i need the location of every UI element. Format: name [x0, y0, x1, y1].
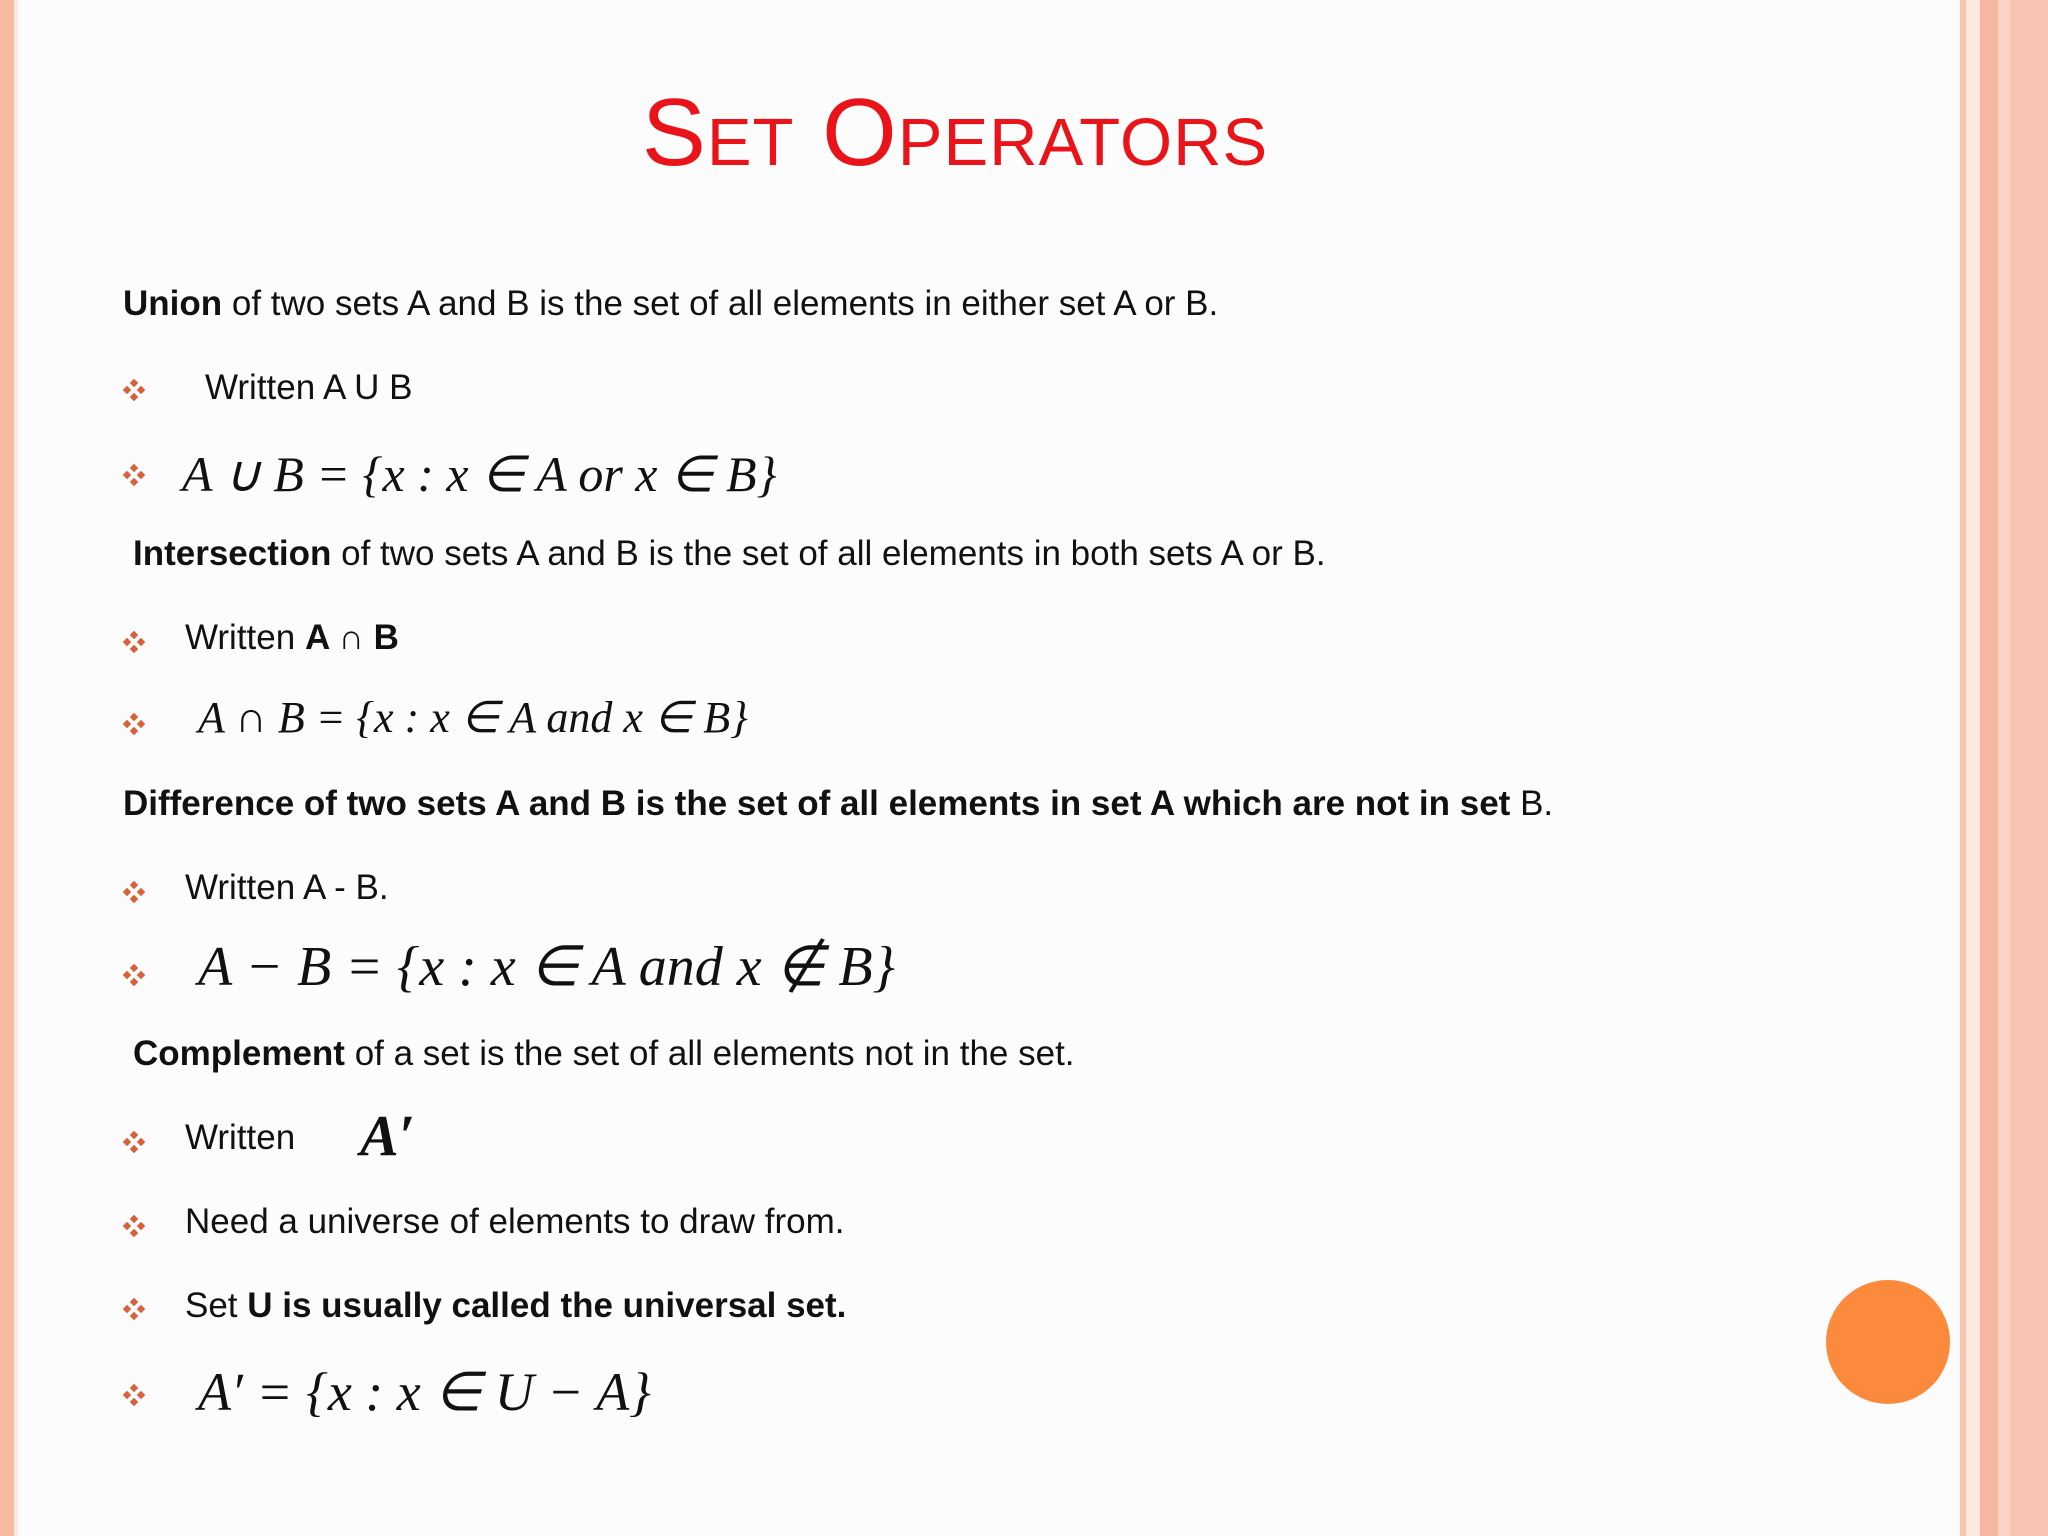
complement-term: Complement: [133, 1034, 345, 1073]
complement-definition-text: of a set is the set of all elements not in the set.: [344, 1034, 1075, 1073]
intersection-term: Intersection: [133, 534, 332, 573]
difference-definition: [123, 782, 1553, 826]
universal-bold: U is usually called the universal set.: [247, 1286, 847, 1325]
right-border-stripe-5: [2010, 0, 2048, 1536]
intersection-formula: A ∩ B = {x : x ∈ A and x ∈ B}: [198, 693, 748, 742]
right-border-stripe-3: [1980, 0, 1998, 1536]
intersection-written: [185, 616, 399, 660]
complement-universal-set: [185, 1284, 846, 1328]
intersection-written-symbol: A ∩ B: [304, 618, 399, 657]
intersection-definition: [133, 532, 1326, 576]
complement-definition: [133, 1032, 1075, 1076]
union-definition-text: of two sets A and B is the set of all elements in either set A or B.: [222, 284, 1219, 323]
difference-written: Written A - B.: [185, 868, 389, 907]
complement-universe-note: Need a universe of elements to draw from.: [185, 1202, 845, 1241]
union-formula: A ∪ B = {x : x ∈ A or x ∈ B}: [182, 446, 777, 502]
diamond-bullet-icon: [122, 712, 146, 736]
diamond-bullet-icon: [122, 378, 146, 402]
difference-definition-bold: Difference of two sets A and B is the set of all elements in set A which are not in set: [123, 784, 1511, 823]
difference-formula: A − B = {x : x ∈ A and x ∉ B}: [198, 936, 895, 998]
diamond-bullet-icon: [122, 963, 146, 987]
orange-circle-decoration: [1826, 1280, 1950, 1404]
universal-prefix: Set: [185, 1286, 248, 1325]
left-border-stripe: [0, 0, 14, 1536]
slide-title: Set Operators: [641, 79, 1269, 186]
diamond-bullet-icon: [122, 880, 146, 904]
intersection-definition-text: of two sets A and B is the set of all elements in both sets A or B.: [331, 534, 1326, 573]
union-written: Written A U B: [205, 368, 413, 407]
diamond-bullet-icon: [122, 1297, 146, 1321]
complement-formula: A′ = {x : x ∈ U − A}: [198, 1362, 651, 1422]
right-border-stripe-4: [1998, 0, 2010, 1536]
complement-written: Written: [185, 1118, 296, 1157]
intersection-written-prefix: Written: [185, 618, 305, 657]
right-border-stripe-2: [1966, 0, 1980, 1536]
diamond-bullet-icon: [122, 463, 146, 487]
union-definition: [123, 282, 1218, 326]
diamond-bullet-icon: [122, 1130, 146, 1154]
diamond-bullet-icon: [122, 1383, 146, 1407]
complement-symbol: A′: [360, 1103, 415, 1168]
union-term: Union: [123, 284, 223, 323]
left-border-stripe-light: [14, 0, 18, 1536]
diamond-bullet-icon: [122, 1214, 146, 1238]
diamond-bullet-icon: [122, 630, 146, 654]
difference-definition-tail: B.: [1510, 784, 1554, 823]
